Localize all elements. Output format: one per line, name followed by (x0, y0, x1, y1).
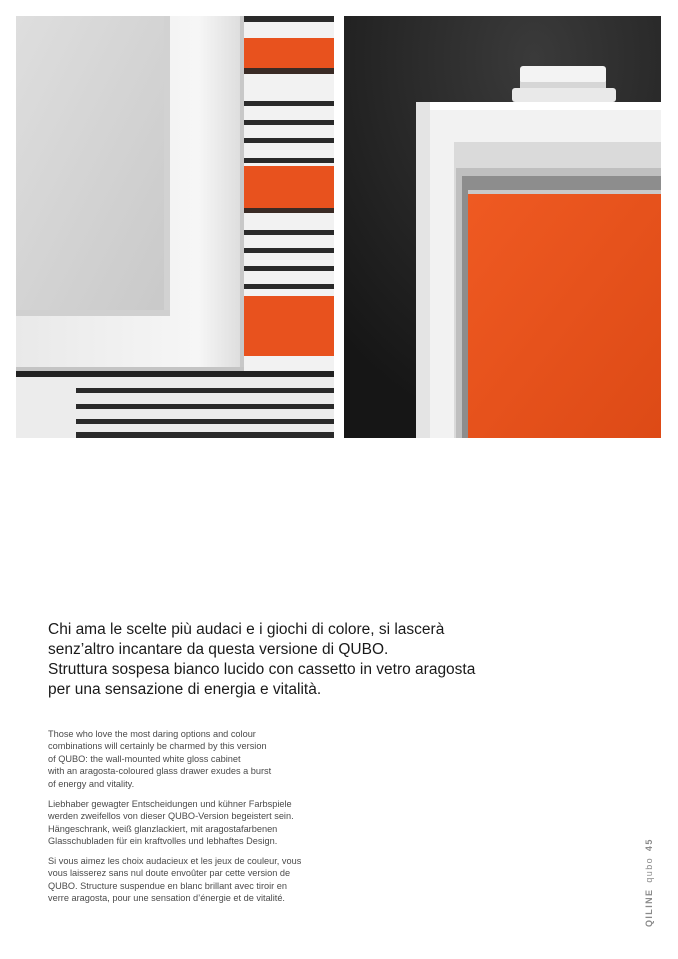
brand-label: QILINE (644, 888, 654, 927)
photo-cabinet-orange-drawer-image (344, 16, 661, 438)
paragraph-line: with an aragosta-coloured glass drawer exudes a burst (48, 766, 272, 777)
paragraph-line: Si vous aimez les choix audacieux et les jeux de couleur, vous (48, 856, 302, 866)
headline-line: Chi ama le scelte più audaci e i giochi di colore, si lascerà (48, 621, 445, 638)
photo-cabinet-orange-drawer (344, 16, 661, 438)
photo-cabinet-corner-stripes (16, 16, 334, 438)
headline-italian (48, 620, 488, 700)
paragraph-french (48, 855, 338, 905)
paragraph-line: of energy and vitality. (48, 778, 135, 789)
paragraph-line: werden zweifellos von dieser QUBO-Version begeistert sein. (48, 811, 294, 822)
side-label-page-number (644, 838, 654, 927)
paragraph-line: QUBO. Structure suspendue en blanc brillant avec tiroir en (48, 880, 287, 891)
headline-line: per una sensazione di energia e vitalità. (48, 681, 322, 698)
product-label: qubo (644, 856, 654, 883)
paragraph-line: vous laisserez sans nul doute envoûter par cette version de (48, 868, 291, 879)
page-number: 45 (644, 838, 654, 852)
paragraph-english (48, 728, 338, 790)
paragraph-line: combinations will certainly be charmed by this version (48, 741, 267, 752)
photo-cabinet-corner-stripes-image (16, 16, 334, 438)
paragraph-line: of QUBO: the wall-mounted white gloss cabinet (48, 753, 241, 764)
paragraph-line: Hängeschrank, weiß glanzlackiert, mit aragostafarbenen (48, 823, 278, 834)
paragraph-line: Those who love the most daring options and colour (48, 729, 256, 739)
paragraph-line: Liebhaber gewagter Entscheidungen und kühner Farbspiele (48, 799, 292, 809)
paragraph-line: Glasschubladen für ein kraftvolles und lebhaftes Design. (48, 836, 278, 847)
headline-line: Struttura sospesa bianco lucido con cassetto in vetro aragosta (48, 661, 476, 678)
headline-line: senz’altro incantare da questa versione di QUBO. (48, 641, 389, 658)
paragraph-german (48, 798, 338, 848)
paragraph-line: verre aragosta, pour une sensation d’énergie et de vitalité. (48, 893, 285, 904)
